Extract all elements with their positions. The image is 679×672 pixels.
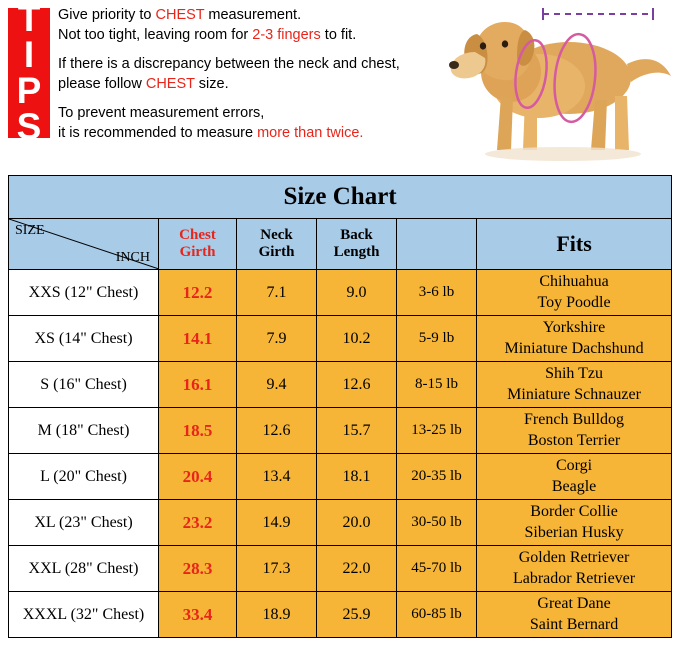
size-chart-section (8, 175, 671, 638)
cell-size: S (16" Chest) (9, 362, 159, 408)
cell-fits (477, 592, 672, 638)
cell-weight: 8-15 lb (397, 362, 477, 408)
fits-breed: Golden Retriever (518, 548, 630, 566)
cell-chest-girth: 33.4 (159, 592, 237, 638)
fits-breed: Beagle (551, 477, 597, 495)
cell-back-length: 9.0 (317, 270, 397, 316)
cell-back-length: 10.2 (317, 316, 397, 362)
cell-chest-girth: 12.2 (159, 270, 237, 316)
tips-highlight: CHEST (145, 75, 195, 92)
cell-back-length: 15.7 (317, 408, 397, 454)
fits-breed: Great Dane (537, 594, 611, 612)
tips-text-segment: to fit. (320, 26, 357, 43)
golden-retriever-measurement-diagram (439, 0, 679, 172)
header-chest-girth (159, 219, 237, 270)
table-row (9, 408, 672, 454)
cell-weight: 20-35 lb (397, 454, 477, 500)
tips-badge-letter: P (16, 70, 42, 111)
cell-weight: 3-6 lb (397, 270, 477, 316)
cell-size: L (20" Chest) (9, 454, 159, 500)
cell-back-length: 25.9 (317, 592, 397, 638)
tips-line (58, 6, 458, 26)
cell-chest-girth: 28.3 (159, 546, 237, 592)
table-row (9, 500, 672, 546)
header-chest-girth-line2: Girth (179, 244, 216, 260)
cell-weight: 5-9 lb (397, 316, 477, 362)
cell-neck-girth: 7.9 (237, 316, 317, 362)
tips-badge (8, 0, 50, 148)
tips-text-segment: Not too tight, leaving room for (58, 26, 253, 43)
cell-back-length: 22.0 (317, 546, 397, 592)
size-chart-table (8, 175, 672, 638)
table-row (9, 592, 672, 638)
table-row (9, 546, 672, 592)
tips-badge-letter: I (23, 33, 35, 75)
dog-illustration-svg (439, 0, 679, 172)
cell-neck-girth: 18.9 (237, 592, 317, 638)
tips-highlight: CHEST (155, 7, 205, 23)
header-fits: Fits (477, 219, 672, 270)
cell-size: XL (23" Chest) (9, 500, 159, 546)
tips-line (58, 55, 458, 75)
chart-header-row (9, 219, 672, 270)
table-row (9, 362, 672, 408)
tips-text-segment: it is recommended to measure (58, 124, 258, 141)
cell-chest-girth: 18.5 (159, 408, 237, 454)
tips-line (58, 75, 458, 95)
cell-neck-girth: 9.4 (237, 362, 317, 408)
tips-text-segment: Give priority to (58, 7, 156, 23)
table-row (9, 270, 672, 316)
cell-size: XXL (28" Chest) (9, 546, 159, 592)
tips-text (58, 6, 458, 153)
tips-line (58, 104, 458, 124)
cell-chest-girth: 16.1 (159, 362, 237, 408)
cell-neck-girth: 12.6 (237, 408, 317, 454)
cell-back-length: 18.1 (317, 454, 397, 500)
corner-header-cell (9, 219, 159, 270)
fits-breed: Shih Tzu (545, 364, 603, 382)
cell-chest-girth: 20.4 (159, 454, 237, 500)
corner-label-size: SIZE (15, 223, 45, 238)
corner-label-inch: INCH (115, 250, 150, 265)
header-back-length (317, 219, 397, 270)
cell-fits (477, 316, 672, 362)
header-neck-girth-line2: Girth (258, 244, 295, 260)
tips-text-segment: size. (194, 75, 229, 92)
cell-weight: 30-50 lb (397, 500, 477, 546)
tips-line (58, 124, 458, 144)
fits-breed: Labrador Retriever (512, 569, 636, 587)
fits-breed: Miniature Schnauzer (507, 385, 641, 403)
cell-size: XXS (12" Chest) (9, 270, 159, 316)
fits-breed: Toy Poodle (537, 293, 611, 311)
fits-breed: French Bulldog (524, 410, 625, 428)
tips-badge-letter: T (17, 0, 41, 39)
cell-back-length: 12.6 (317, 362, 397, 408)
cell-fits (477, 546, 672, 592)
header-neck-girth-line1: Neck (260, 226, 293, 243)
cell-size: M (18" Chest) (9, 408, 159, 454)
header-back-length-line1: Back (340, 226, 373, 243)
tips-text-segment: If there is a discrepancy between the neck and chest, (58, 56, 400, 73)
cell-size: XS (14" Chest) (9, 316, 159, 362)
tips-highlight: more than twice. (257, 124, 364, 141)
table-row (9, 454, 672, 500)
tips-section (0, 0, 679, 172)
tips-text-segment: To prevent measurement errors, (58, 105, 265, 122)
fits-breed: Siberian Husky (524, 523, 624, 541)
cell-neck-girth: 17.3 (237, 546, 317, 592)
tips-highlight: 2-3 fingers (252, 26, 321, 43)
fits-breed: Saint Bernard (529, 615, 619, 633)
tips-block (58, 6, 458, 45)
size-chart-body (9, 270, 672, 638)
fits-breed: Miniature Dachshund (504, 339, 644, 357)
cell-weight: 45-70 lb (397, 546, 477, 592)
tips-text-segment: please follow (58, 75, 146, 92)
cell-fits (477, 270, 672, 316)
cell-chest-girth: 23.2 (159, 500, 237, 546)
cell-size: XXXL (32" Chest) (9, 592, 159, 638)
header-chest-girth-line1: Chest (179, 226, 216, 243)
tips-line (58, 26, 458, 46)
fits-breed: Yorkshire (542, 318, 606, 336)
fits-breed: Border Collie (530, 502, 618, 520)
cell-fits (477, 500, 672, 546)
fits-breed: Chihuahua (539, 272, 609, 290)
fits-breed: Corgi (555, 456, 593, 474)
header-weight (397, 219, 477, 270)
cell-neck-girth: 7.1 (237, 270, 317, 316)
cell-fits (477, 362, 672, 408)
cell-weight: 60-85 lb (397, 592, 477, 638)
tips-badge-letter: S (16, 106, 42, 148)
header-back-length-line2: Length (333, 244, 380, 260)
cell-fits (477, 408, 672, 454)
table-row (9, 316, 672, 362)
cell-neck-girth: 13.4 (237, 454, 317, 500)
cell-weight: 13-25 lb (397, 408, 477, 454)
cell-fits (477, 454, 672, 500)
chart-title-row (9, 176, 672, 219)
header-neck-girth (237, 219, 317, 270)
cell-back-length: 20.0 (317, 500, 397, 546)
tips-block (58, 55, 458, 94)
fits-breed: Boston Terrier (527, 431, 621, 449)
cell-chest-girth: 14.1 (159, 316, 237, 362)
cell-neck-girth: 14.9 (237, 500, 317, 546)
page-title: Size Chart (9, 176, 672, 219)
tips-block (58, 104, 458, 143)
tips-text-segment: measurement. (204, 7, 302, 23)
